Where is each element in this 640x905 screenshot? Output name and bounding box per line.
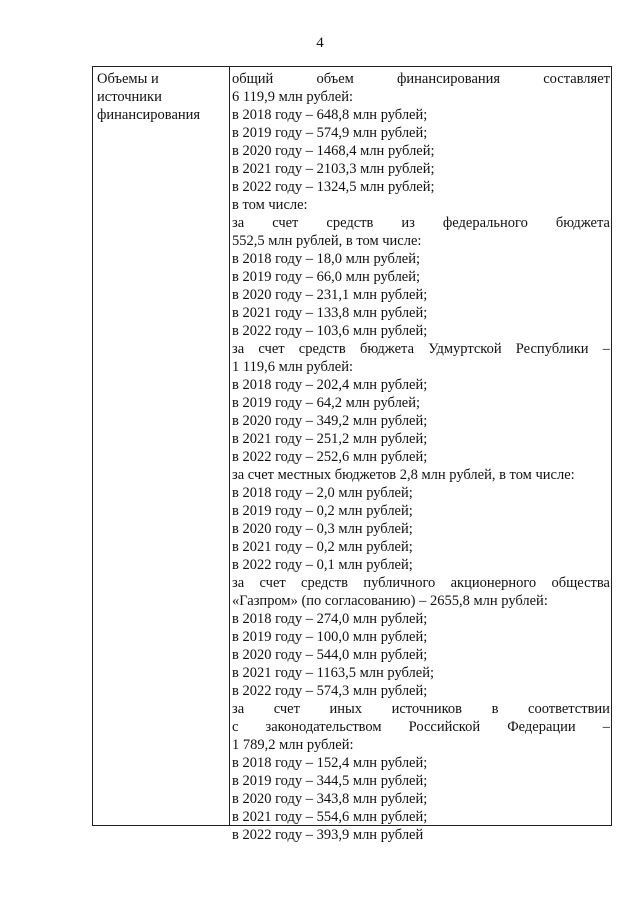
label-line: финансирования [97,107,201,123]
content-word: средств [301,575,348,591]
content-word: за [232,215,245,231]
column-divider [229,67,230,825]
content-line: в 2020 году – 349,2 млн рублей; [232,413,428,429]
label-line: источники [97,89,162,105]
content-word: Удмуртской [428,341,502,357]
content-line: в 2022 году – 103,6 млн рублей; [232,323,428,339]
content-word: акционерного [450,575,537,591]
content-line: в 2018 году – 18,0 млн рублей; [232,251,421,267]
content-word: общества [551,575,610,591]
content-word: в [491,701,499,717]
content-line: «Газпром» (по согласованию) – 2655,8 млн рублей: [232,593,548,609]
content-line: в 2018 году – 2,0 млн рублей; [232,485,413,501]
content-line: в 2019 году – 344,5 млн рублей; [232,773,428,789]
content-word: иных [329,701,363,717]
content-line: в 2019 году – 574,9 млн рублей; [232,125,428,141]
content-line: в 2022 году – 1324,5 млн рублей; [232,179,435,195]
content-line: в 2020 году – 0,3 млн рублей; [232,521,413,537]
content-line: 1 789,2 млн рублей: [232,737,354,753]
content-word: финансирования [396,71,501,87]
content-word: источников [391,701,463,717]
content-word: счет [272,215,299,231]
content-line: в 2021 году – 133,8 млн рублей; [232,305,428,321]
content-word: счет [273,701,300,717]
content-word: бюджета [555,215,610,231]
content-line: в 2022 году – 252,6 млн рублей; [232,449,428,465]
content-line: в 2020 году – 231,1 млн рублей; [232,287,428,303]
content-line: в 2021 году – 251,2 млн рублей; [232,431,428,447]
content-line: в 2022 году – 574,3 млн рублей; [232,683,428,699]
content-line: в 2021 году – 1163,5 млн рублей; [232,665,434,681]
content-word: с [232,719,239,735]
content-word: федерального [442,215,528,231]
content-line [232,700,610,718]
page-number: 4 [316,35,324,51]
content-line: в 2020 году – 544,0 млн рублей; [232,647,428,663]
content-line [232,214,610,232]
content-line: в 2019 году – 0,2 млн рублей; [232,503,413,519]
content-word: – [602,719,610,735]
content-line [232,70,610,88]
table-content-cell [232,70,610,844]
content-word: соответствии [528,701,610,717]
table-label-cell [97,70,225,124]
content-line [232,718,610,736]
content-line: в том числе: [232,197,308,213]
content-line: в 2022 году – 0,1 млн рублей; [232,557,413,573]
content-line: в 2018 году – 202,4 млн рублей; [232,377,428,393]
content-word: за [232,701,245,717]
content-line [232,574,610,592]
content-word: Федерации [507,719,576,735]
content-word: из [401,215,415,231]
content-word: за [232,341,245,357]
content-line [232,340,610,358]
content-line: в 2020 году – 1468,4 млн рублей; [232,143,435,159]
content-word: средств [298,341,346,357]
content-line: в 2019 году – 100,0 млн рублей; [232,629,428,645]
content-line: 552,5 млн рублей, в том числе: [232,233,422,249]
content-word: законодательством [265,719,382,735]
content-word: Российской [408,719,481,735]
content-word: общий [232,71,274,87]
content-line: в 2018 году – 152,4 млн рублей; [232,755,428,771]
content-line: в 2019 году – 66,0 млн рублей; [232,269,421,285]
content-line: 1 119,6 млн рублей: [232,359,353,375]
financing-table [92,66,612,843]
content-line: в 2021 году – 0,2 млн рублей; [232,539,413,555]
content-word: средств [326,215,374,231]
content-line: за счет местных бюджетов 2,8 млн рублей, в том числе: [232,467,575,483]
content-word: счет [258,341,285,357]
content-word: публичного [363,575,436,591]
content-line: в 2021 году – 554,6 млн рублей; [232,809,428,825]
content-word: – [602,341,610,357]
content-word: Республики [515,341,589,357]
content-line: в 2019 году – 64,2 млн рублей; [232,395,421,411]
content-word: счет [259,575,286,591]
content-word: за [232,575,245,591]
content-word: объем [316,71,354,87]
content-line: 6 119,9 млн рублей: [232,89,353,105]
content-line: в 2022 году – 393,9 млн рублей [232,827,424,843]
content-word: составляет [543,71,610,87]
label-line: Объемы и [97,71,159,87]
content-line: в 2018 году – 648,8 млн рублей; [232,107,428,123]
content-line: в 2021 году – 2103,3 млн рублей; [232,161,435,177]
content-line: в 2020 году – 343,8 млн рублей; [232,791,428,807]
content-line: в 2018 году – 274,0 млн рублей; [232,611,428,627]
content-word: бюджета [359,341,415,357]
